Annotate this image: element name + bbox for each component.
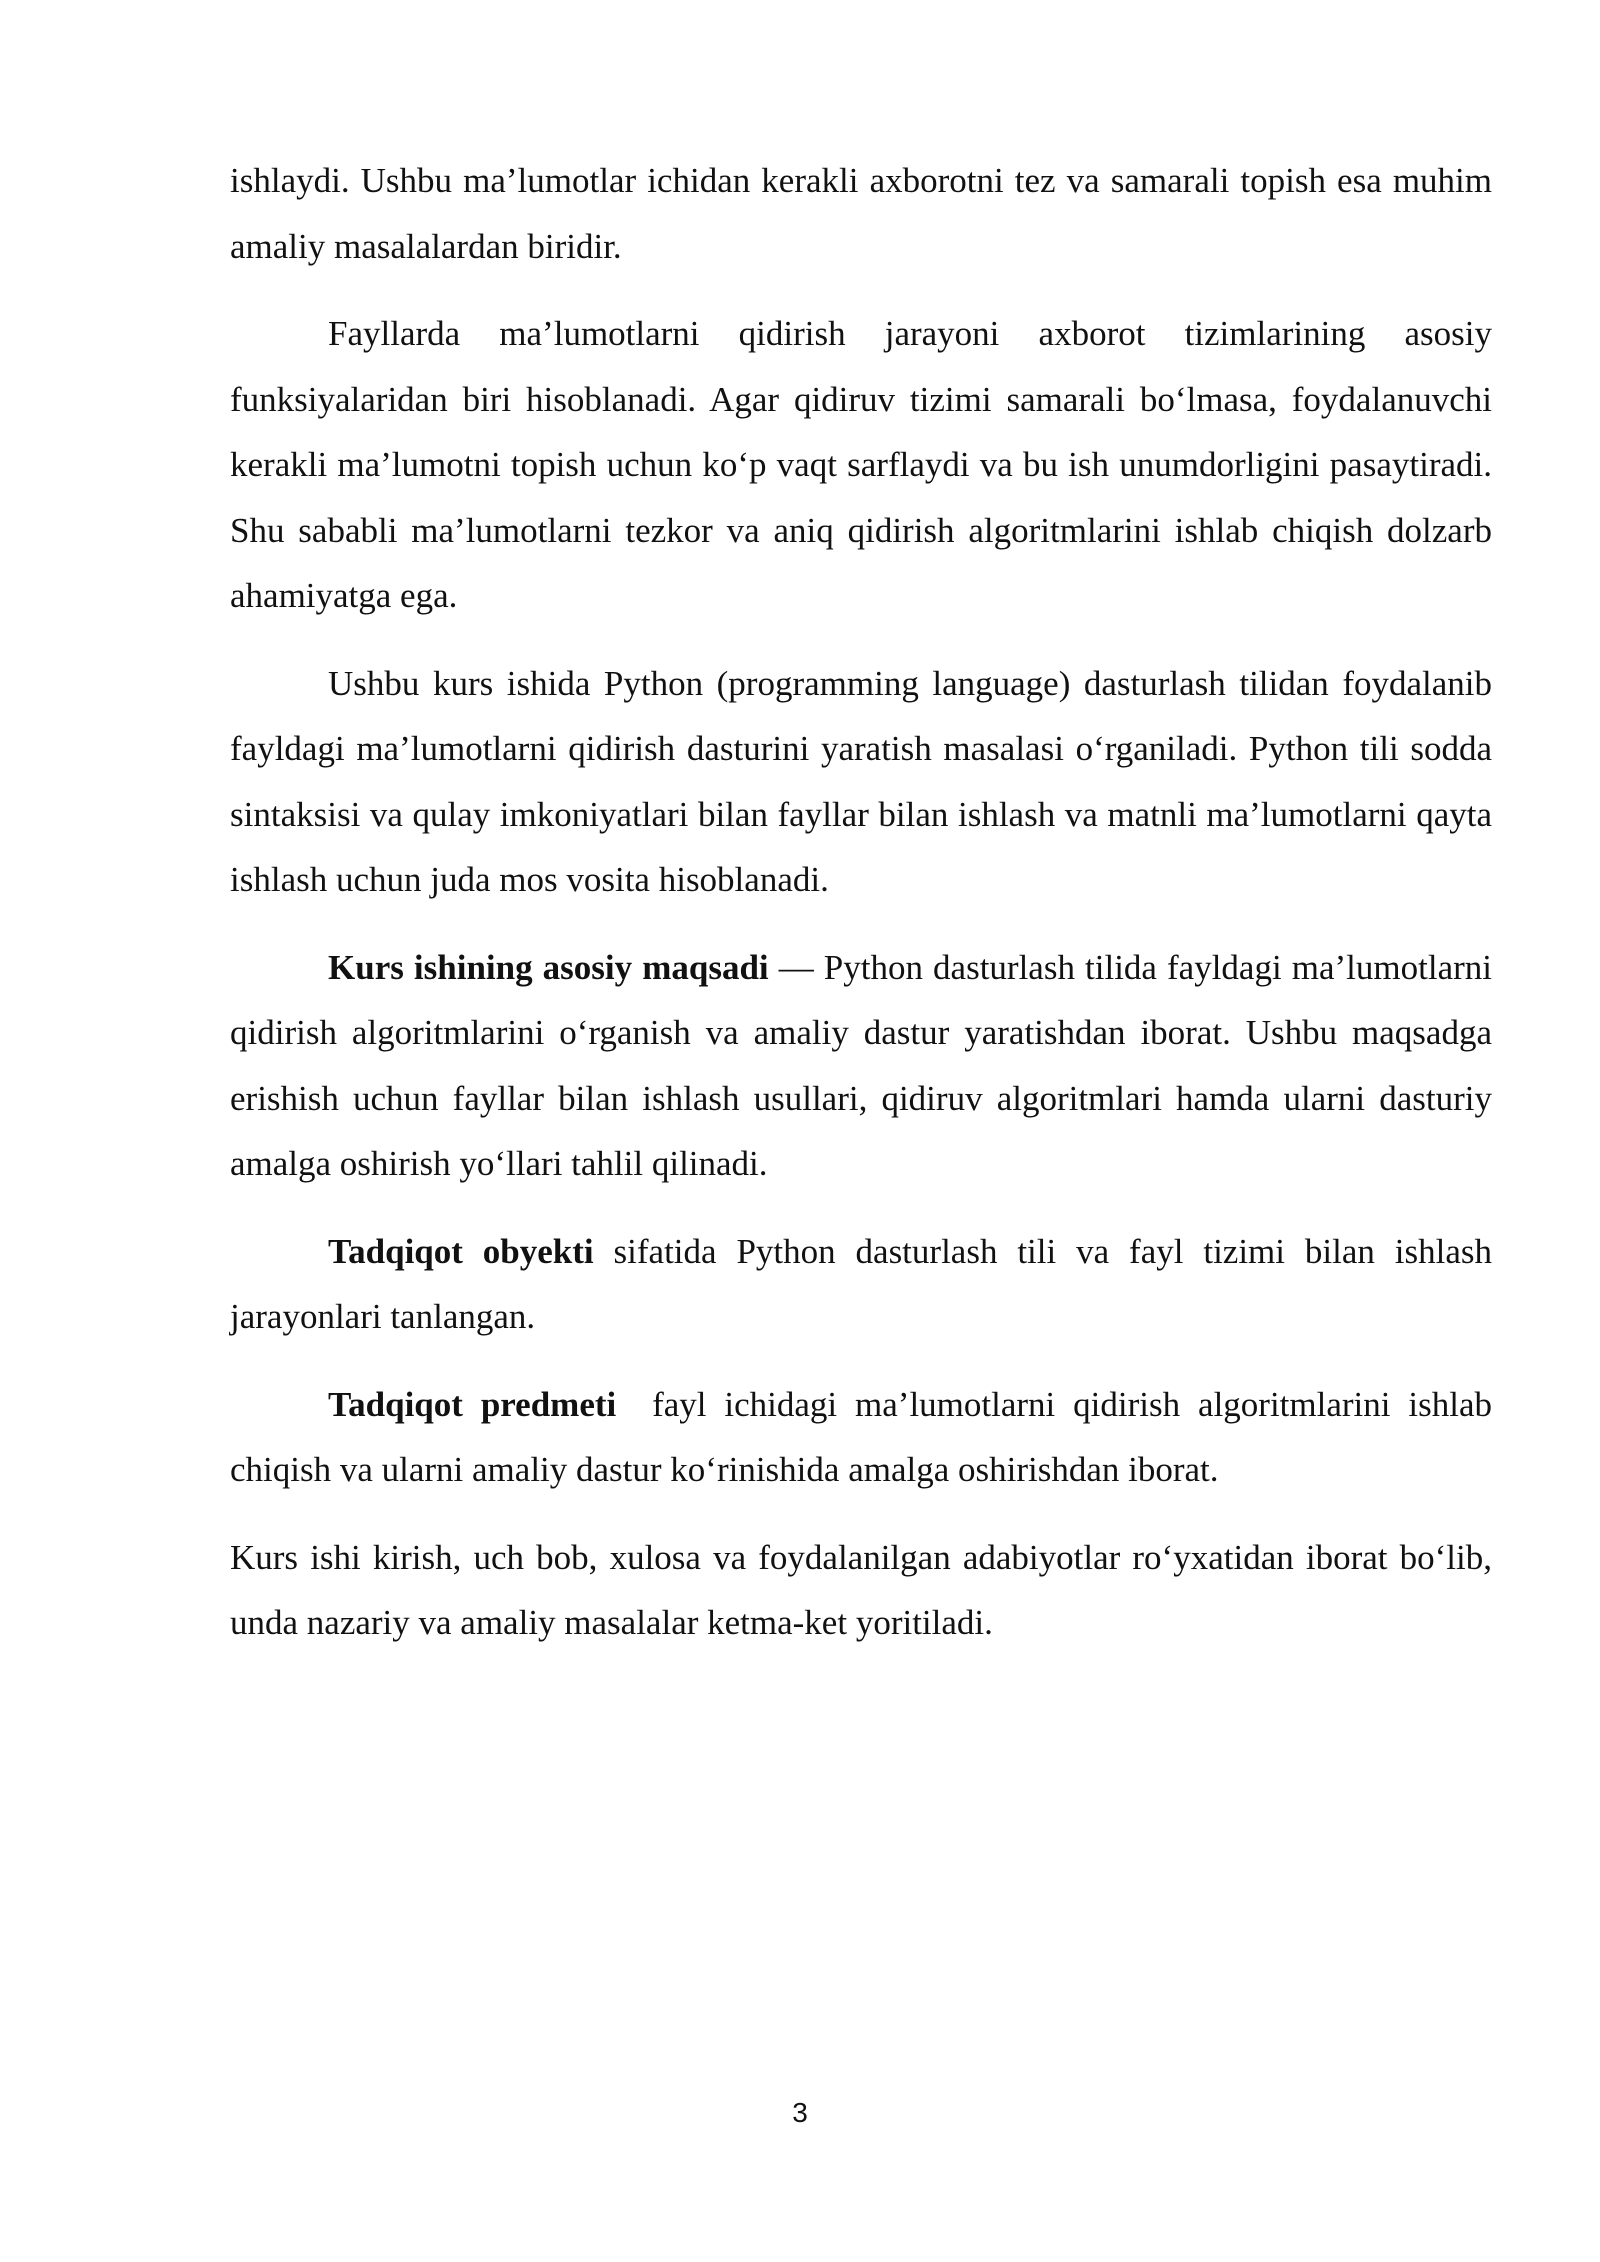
- goal-text: — Python dasturlash tilida fayldagi ma’lumotlarni qidirish algoritmlarini o‘rganish va amaliy dastur yaratishdan iborat. Ushbu maqsadga erishish uchun fayllar bilan ishlash usullari, qidiruv algoritmlari hamda ularni dasturiy amalga oshirish yo‘llari tahlil qilinadi.: [230, 947, 1492, 1183]
- paragraph-continuation: ishlaydi. Ushbu ma’lumotlar ichidan kerakli axborotni tez va samarali topish esa muhim amaliy masalalardan biridir.: [230, 161, 1492, 266]
- paragraph-research-subject: [230, 1372, 1501, 1503]
- goal-heading: Kurs ishining asosiy maqsadi: [328, 947, 769, 987]
- research-object-text: sifatida Python dasturlash tili va fayl tizimi bilan ishlash jarayonlari tanlangan.: [230, 1231, 1492, 1336]
- page-number: 3: [792, 2097, 808, 2128]
- body-text: [230, 148, 1501, 1678]
- paragraph-research-object: [230, 1219, 1492, 1350]
- paragraph-structure: Kurs ishi kirish, uch bob, xulosa va foydalanilgan adabiyotlar ro‘yxatidan iborat bo‘lib, unda nazariy va amaliy masalalar ketma-ket yoritiladi.: [230, 1537, 1492, 1642]
- research-object-heading: Tadqiqot obyekti: [328, 1231, 594, 1271]
- research-subject-text: fayl ichidagi ma’lumotlarni qidirish algoritmlarini ishlab chiqish va ularni amaliy dastur ko‘rinishida amalga oshirishdan iborat.: [230, 1384, 1501, 1489]
- paragraph-python-intro: Ushbu kurs ishida Python (programming language) dasturlash tilidan foydalanib fayldagi ma’lumotlarni qidirish dasturini yaratish masalasi o‘rganiladi. Python tili sodda sintaksisi va qulay imkoniyatlari bilan fayllar bilan ishlash va matnli ma’lumotlarni qayta ishlash uchun juda mos vosita hisoblanadi.: [230, 663, 1492, 899]
- paragraph-goal: [230, 935, 1492, 1197]
- paragraph-search-importance: Fayllarda ma’lumotlarni qidirish jarayoni axborot tizimlarining asosiy funksiyalaridan biri hisoblanadi. Agar qidiruv tizimi samarali bo‘lmasa, foydalanuvchi kerakli ma’lumotni topish uchun ko‘p vaqt sarflaydi va bu ish unumdorligini pasaytiradi. Shu sababli ma’lumotlarni tezkor va aniq qidirish algoritmlarini ishlab chiqish dolzarb ahamiyatga ega.: [230, 314, 1492, 615]
- research-subject-heading: Tadqiqot predmeti: [328, 1384, 617, 1424]
